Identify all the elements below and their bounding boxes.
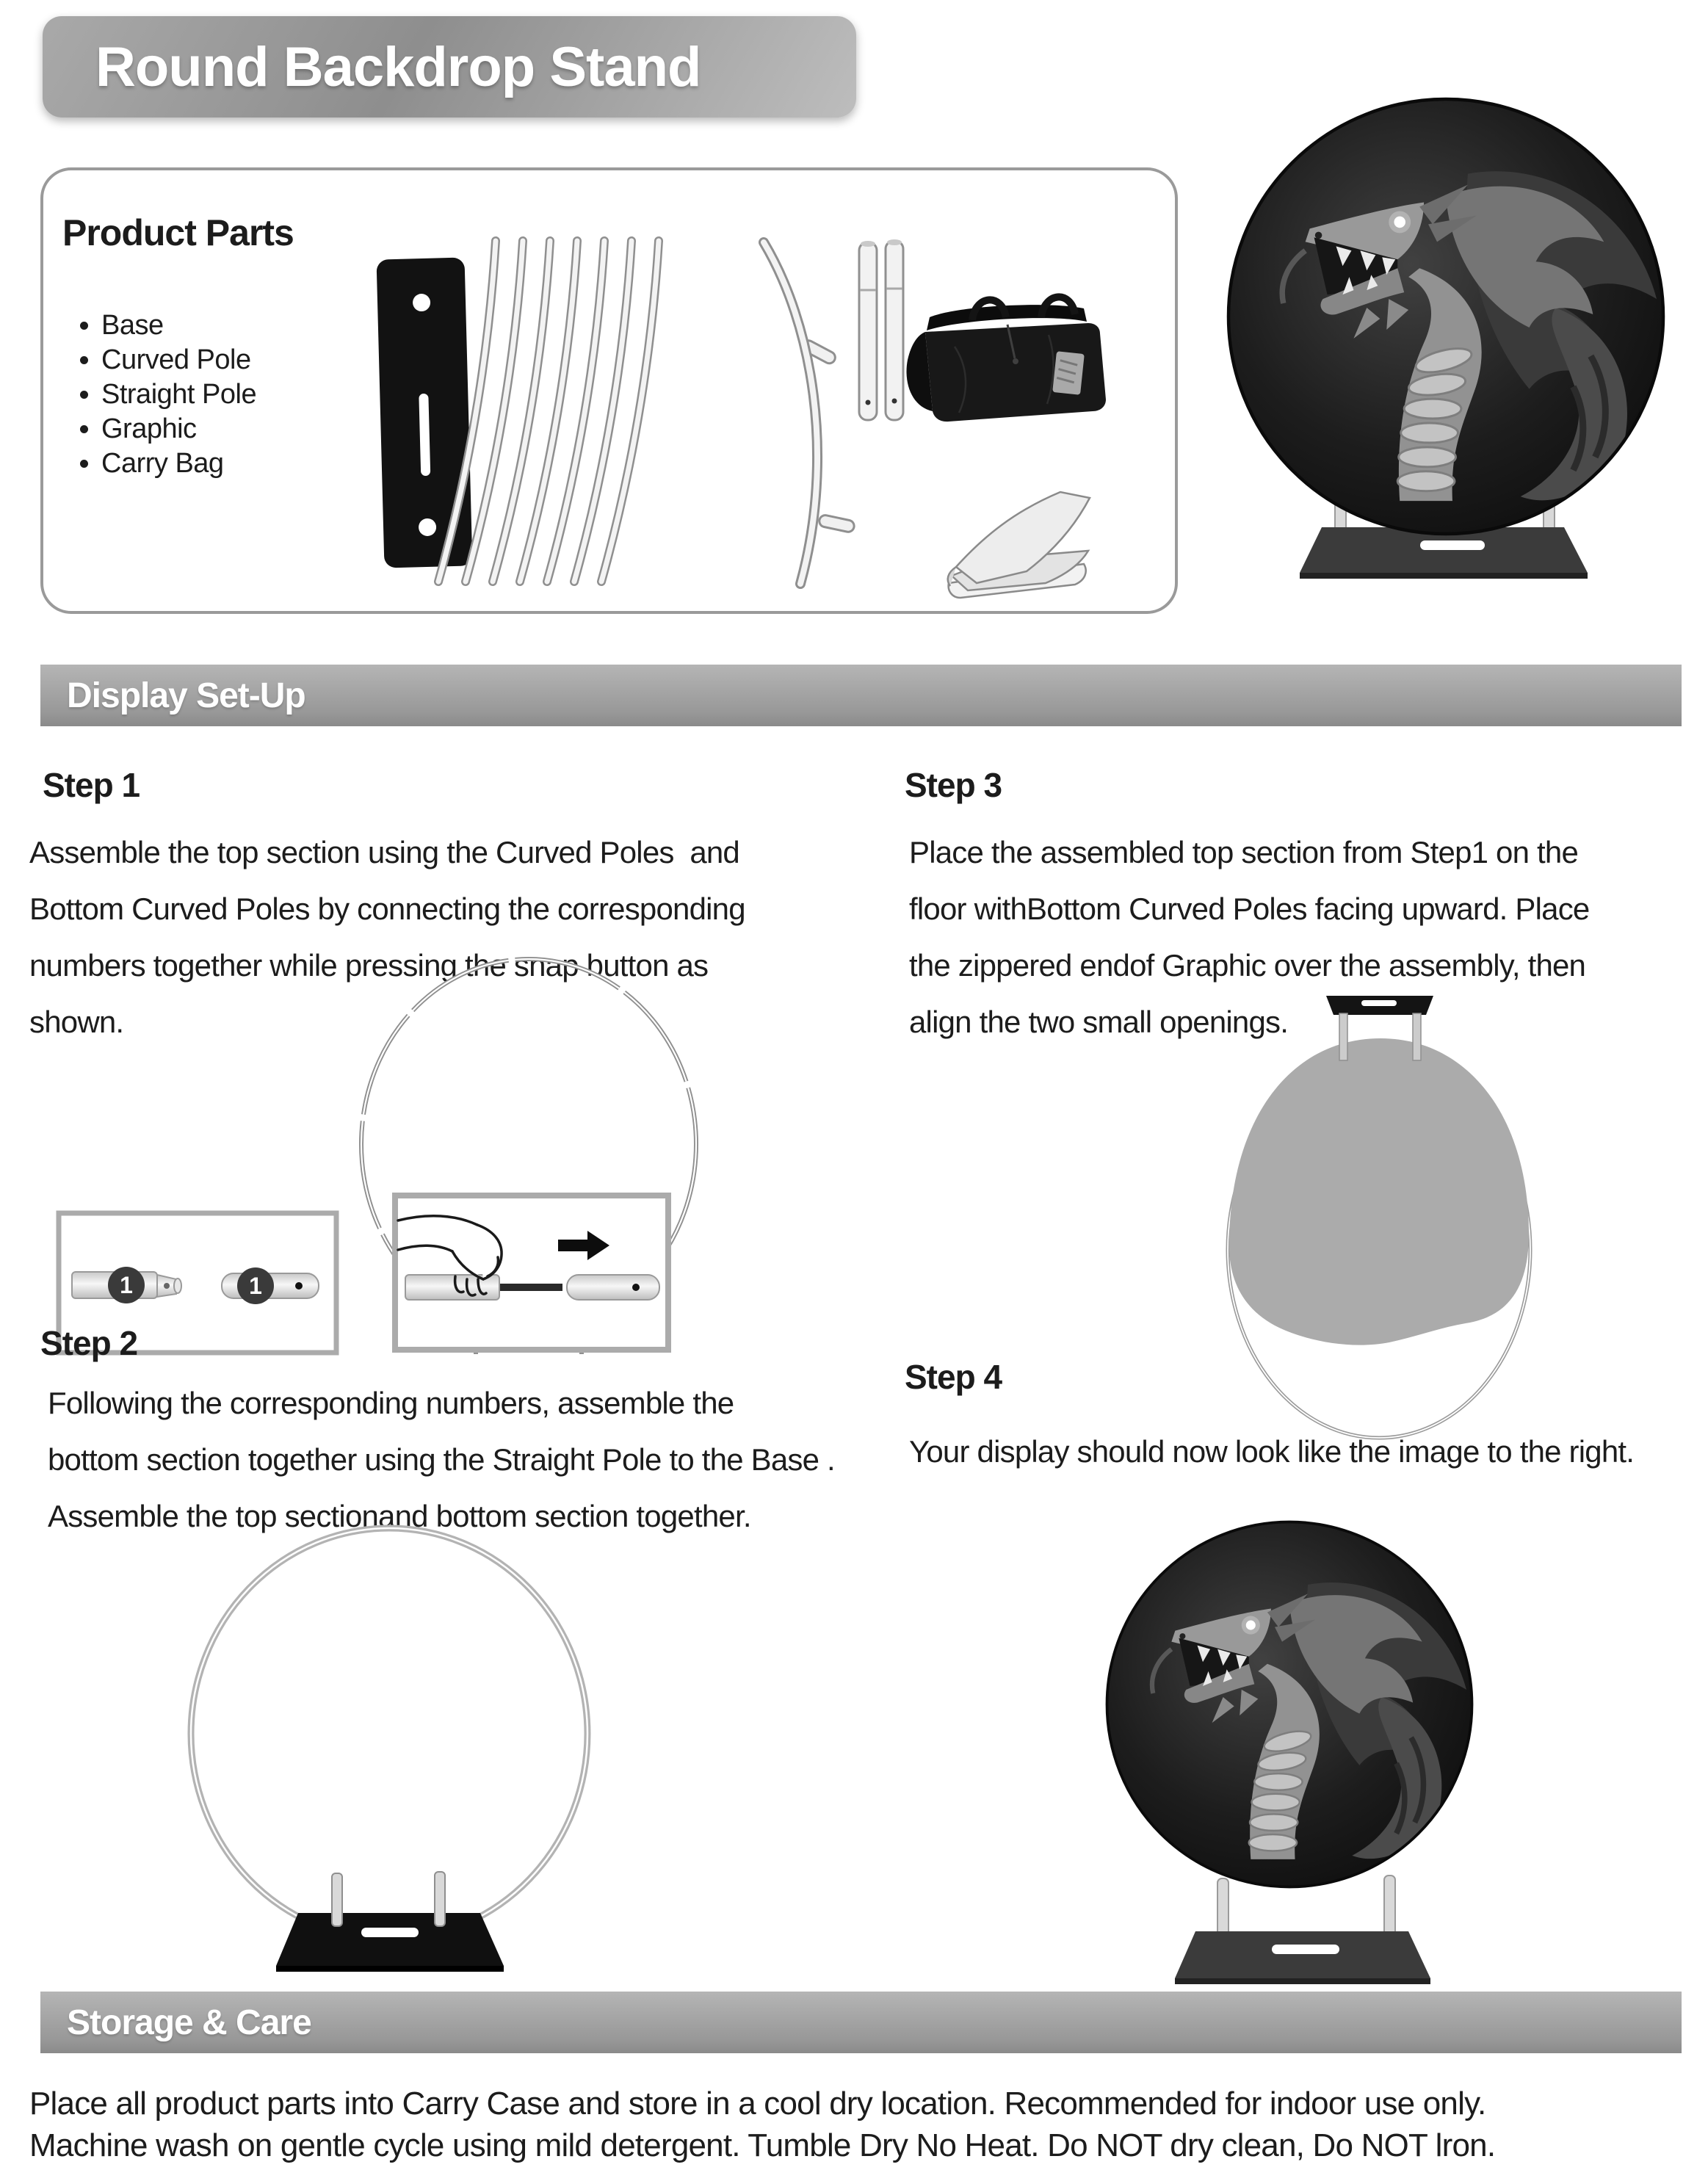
- title-banner: [43, 16, 856, 117]
- graphic-folded-illustration: [948, 492, 1090, 598]
- product-parts-heading: Product Parts: [62, 212, 294, 253]
- storage-care-text: Place all product parts into Carry Case and store in a cool dry location. Recommended for indoor use only. Machine wash on gentle cycle using mild detergent. Tumble Dry No Heat. Do NOT dry clean, Do NOT lron.: [29, 2086, 1496, 2163]
- step1-illustration: [44, 947, 852, 1359]
- step2-text: Following the corresponding numbers, assemble the bottom section together using the Straight Pole to the Base . Assemble the top sectionand bottom section together.: [48, 1386, 835, 1533]
- graphic-cloth-over-ring: [1229, 1038, 1529, 1345]
- product-photo-assembled: [1212, 95, 1682, 580]
- part-item-straight-pole: • Straight Pole: [101, 377, 256, 412]
- bottom-curved-pole-illustration: [764, 242, 855, 584]
- frame-pole-left: [332, 1873, 342, 1926]
- inverted-base: [1326, 996, 1433, 1015]
- page-title: Round Backdrop Stand: [95, 35, 701, 98]
- dragon-graphic: [1228, 99, 1663, 534]
- step2-illustration: [176, 1516, 617, 1986]
- pole-stub-left: [1339, 1013, 1347, 1060]
- straight-poles-illustration: [859, 239, 903, 420]
- carry-bag-illustration: [906, 297, 1106, 422]
- part-item-carry-bag: • Carry Bag: [101, 446, 256, 481]
- snap-button-inset: [395, 1196, 668, 1350]
- step3-text: Place the assembled top section from Step1 on the floor withBottom Curved Poles facing upward. Place the zippered endof Graphic over the assembly, then align the two small openings.: [909, 835, 1590, 1039]
- svg-text:1: 1: [120, 1272, 133, 1298]
- step3-illustration: [1197, 991, 1579, 1447]
- product-parts-list: [68, 308, 256, 481]
- step4-heading: Step 4: [905, 1358, 1002, 1396]
- frame-pole-right: [435, 1872, 445, 1926]
- step3-heading: Step 3: [905, 766, 1002, 804]
- step4-text: Your display should now look like the image to the right.: [909, 1434, 1635, 1469]
- section-bar-storage-care: [40, 1992, 1682, 2053]
- part-item-curved-pole: • Curved Pole: [101, 343, 256, 377]
- step1-text: Assemble the top section using the Curved Poles and Bottom Curved Poles by connecting the corresponding numbers together while pressing the snap button as shown.: [29, 835, 745, 1039]
- stand-base: [1175, 1931, 1430, 1984]
- section-bar-display-setup: [40, 665, 1682, 726]
- frame-ring: [191, 1528, 587, 1939]
- display-setup-title: Display Set-Up: [67, 676, 305, 715]
- part-item-base: • Base: [101, 308, 256, 343]
- storage-care-title: Storage & Care: [67, 2003, 311, 2042]
- step2-heading: Step 2: [40, 1324, 138, 1362]
- pole-stub-right: [1413, 1013, 1421, 1060]
- part-item-graphic: • Graphic: [101, 412, 256, 446]
- svg-text:1: 1: [249, 1273, 262, 1299]
- step1-heading: Step 1: [43, 766, 140, 804]
- step4-illustration: [1101, 1513, 1615, 1990]
- product-parts-illustration: [352, 220, 1175, 602]
- frame-base: [276, 1913, 504, 1972]
- dragon-graphic: [1107, 1522, 1472, 1887]
